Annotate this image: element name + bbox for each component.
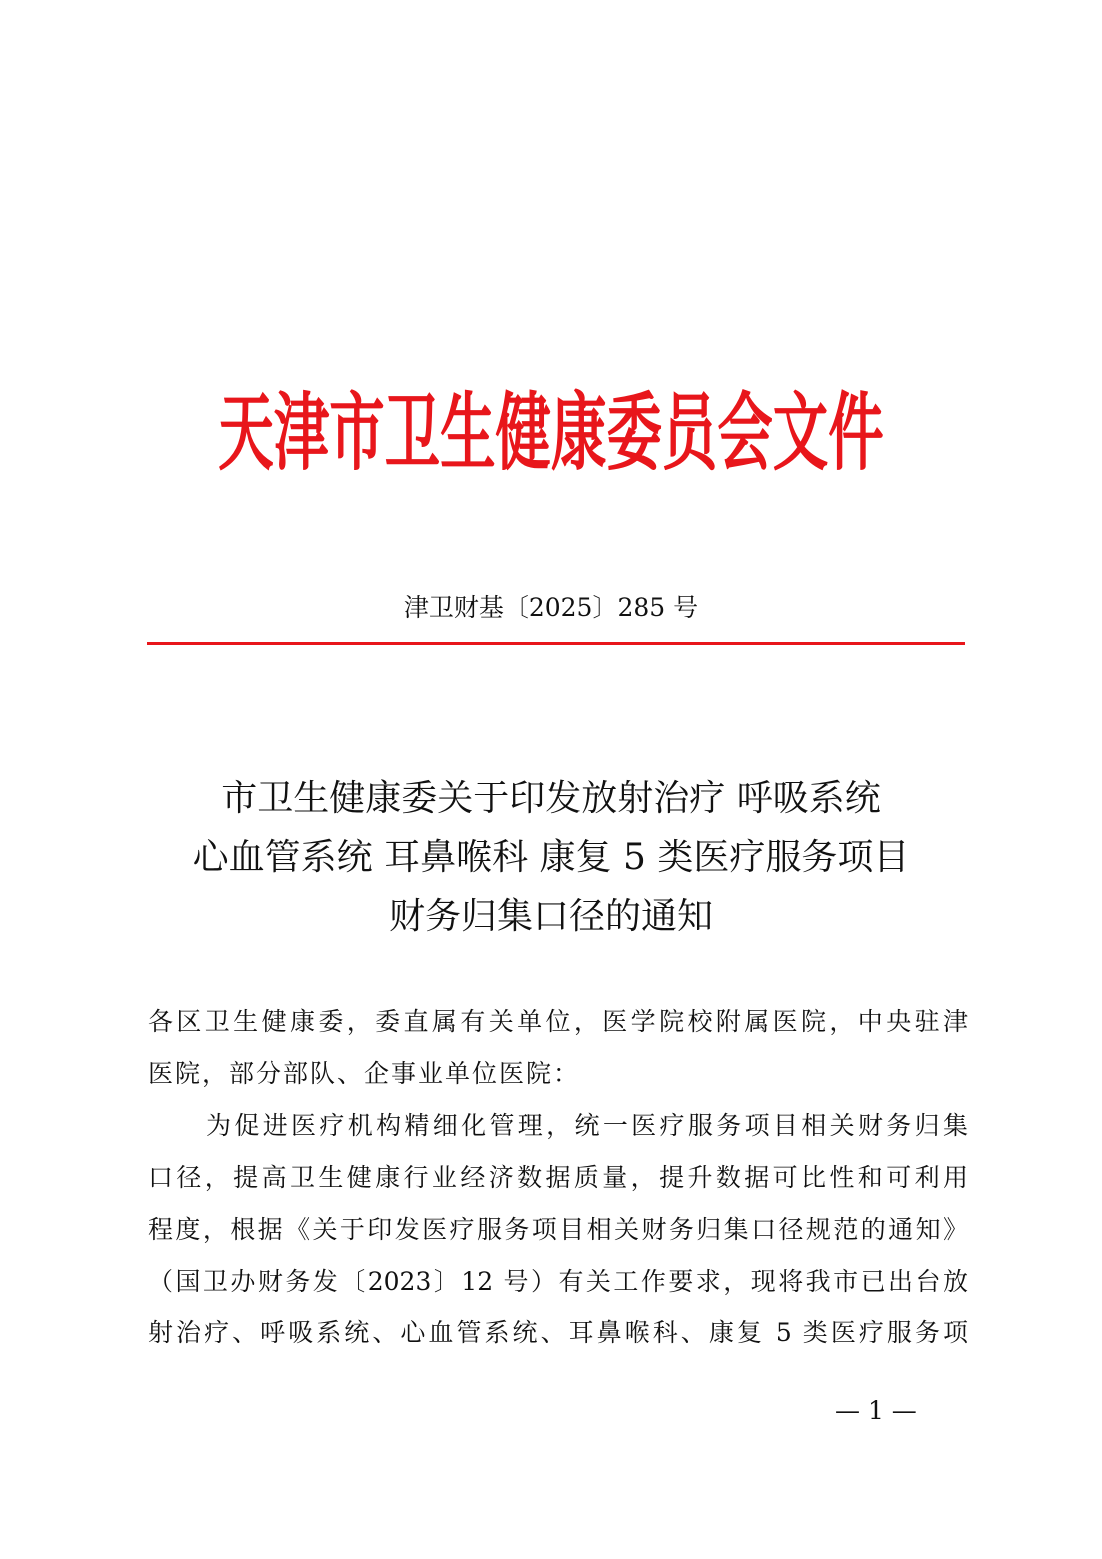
addressee-line: 各区卫生健康委，委直属有关单位，医学院校附属医院，中央驻津	[148, 1007, 968, 1036]
document-number: 津卫财基〔2025〕285 号	[403, 593, 699, 622]
page-number: — 1 —	[835, 1396, 917, 1425]
body-line: 程度，根据《关于印发医疗服务项目相关财务归集口径规范的通知》	[148, 1215, 968, 1244]
body-line: （国卫办财务发〔2023〕12 号）有关工作要求，现将我市已出台放	[148, 1267, 968, 1296]
title-line: 财务归集口径的通知	[388, 896, 713, 937]
red-divider	[147, 642, 965, 645]
document-header	[0, 378, 1102, 483]
addressee-line: 医院，部分部队、企事业单位医院：	[148, 1059, 578, 1088]
issuer-title: 天津市卫生健康委员会文件	[218, 383, 884, 483]
title-line: 市卫生健康委关于印发放射治疗 呼吸系统	[221, 778, 881, 819]
body-line: 为促进医疗机构精细化管理，统一医疗服务项目相关财务归集	[206, 1111, 968, 1140]
body-line: 射治疗、呼吸系统、心血管系统、耳鼻喉科、康复 5 类医疗服务项	[148, 1318, 968, 1347]
body-line: 口径，提高卫生健康行业经济数据质量，提升数据可比性和可利用	[148, 1163, 968, 1192]
title-line: 心血管系统 耳鼻喉科 康复 5 类医疗服务项目	[192, 837, 910, 878]
